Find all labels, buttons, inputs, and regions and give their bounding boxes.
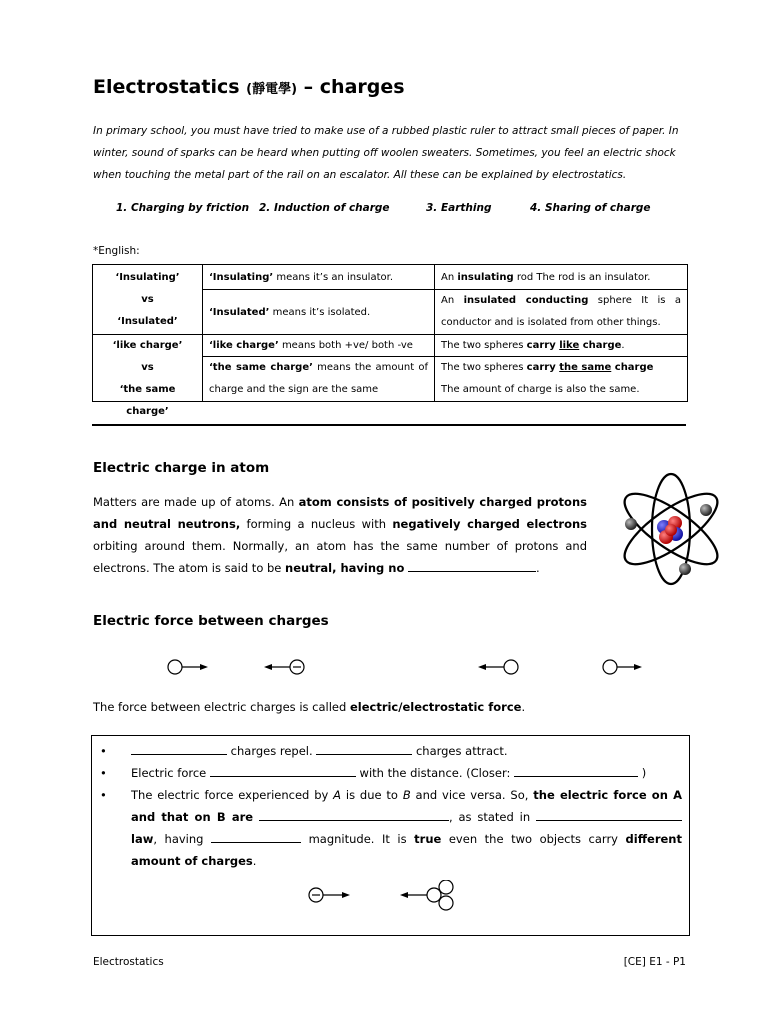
page-title: Electrostatics (靜電學) – charges xyxy=(93,76,405,98)
intro-paragraph: In primary school, you must have tried to make use of a rubbed plastic ruler to attract small pieces of paper. In winter, sound of sparks can be heard when putting off woolen sweaters. Sometimes, you feel an electric shock when touching the metal part of the rail on an escalator. All these can be explained by electrostatics. xyxy=(93,125,679,181)
example-same-charge: The two spheres carry the same charge The amount of charge is also the same. xyxy=(435,357,688,402)
electron xyxy=(679,563,691,575)
note-item: • Electric force with the distance. (Closer: ) xyxy=(100,762,682,784)
topic-4: 4. Sharing of charge xyxy=(530,202,651,214)
note-item: • charges repel. charges attract. xyxy=(100,740,682,762)
force-definition: The force between electric charges is called electric/electrostatic force. xyxy=(93,700,526,714)
proton xyxy=(665,524,677,536)
electron xyxy=(700,504,712,516)
bullet-icon: • xyxy=(100,744,107,758)
footer-page: [CE] E1 - P1 xyxy=(623,956,686,968)
blank-input xyxy=(131,740,227,755)
heading-charge-in-atom: Electric charge in atom xyxy=(93,460,270,476)
heading-electric-force: Electric force between charges xyxy=(93,613,329,629)
term-cell-insulating: ‘Insulating’ vs ‘Insulated’ xyxy=(93,265,203,335)
charge-pair-left xyxy=(168,660,304,674)
definition-same-charge: ‘the same charge’ means the amount of charge and the sign are the same xyxy=(203,357,435,402)
example-like-charge: The two spheres carry like charge. xyxy=(435,335,688,357)
notes-list xyxy=(100,740,682,872)
term-cell-like-charge: ‘like charge’ vs ‘the same charge’ xyxy=(93,335,203,402)
english-label: *English: xyxy=(93,245,140,257)
section-divider xyxy=(92,424,686,426)
english-terms-table xyxy=(92,264,688,417)
example-insulated: An insulated conducting sphere It is a conductor and is isolated from other things. xyxy=(435,290,688,335)
blank-input xyxy=(316,740,412,755)
electron xyxy=(625,518,637,530)
topic-3: 3. Earthing xyxy=(426,202,492,214)
blank-input xyxy=(259,806,449,821)
atom-illustration xyxy=(612,470,730,588)
definition-insulated: ‘Insulated’ means it’s isolated. xyxy=(203,290,435,335)
blank-atom xyxy=(408,557,536,572)
charge-pair-right xyxy=(478,660,642,674)
blank-input xyxy=(210,762,356,777)
bullet-icon: • xyxy=(100,766,107,780)
note-item: • The electric force experienced by A is due to B and vice versa. So, the electric force on A and that on B are , as stated in law, having magnitude. It is true even the two objects carry different amount of charges. xyxy=(100,784,682,872)
unequal-charges-diagram xyxy=(300,880,470,914)
blank-input xyxy=(514,762,638,777)
topic-2: 2. Induction of charge xyxy=(259,202,390,214)
bullet-icon: • xyxy=(100,788,107,802)
atom-paragraph: Matters are made up of atoms. An atom consists of positively charged protons and neutral neutrons, forming a nucleus with negatively charged electrons orbiting around them. Normally, an atom has the same number of protons and electrons. The atom is said to be neutral, having no . xyxy=(93,495,587,575)
definition-insulating: ‘Insulating’ means it’s an insulator. xyxy=(203,265,435,290)
blank-input xyxy=(536,806,682,821)
title-chinese: (靜電學) xyxy=(246,82,298,97)
blank-input xyxy=(211,828,301,843)
topic-1: 1. Charging by friction xyxy=(116,202,250,214)
definition-like-charge: ‘like charge’ means both +ve/ both -ve xyxy=(203,335,435,357)
force-diagram xyxy=(160,655,680,679)
example-insulating: An insulating rod The rod is an insulator. xyxy=(435,265,688,290)
footer-subject: Electrostatics xyxy=(93,956,164,968)
